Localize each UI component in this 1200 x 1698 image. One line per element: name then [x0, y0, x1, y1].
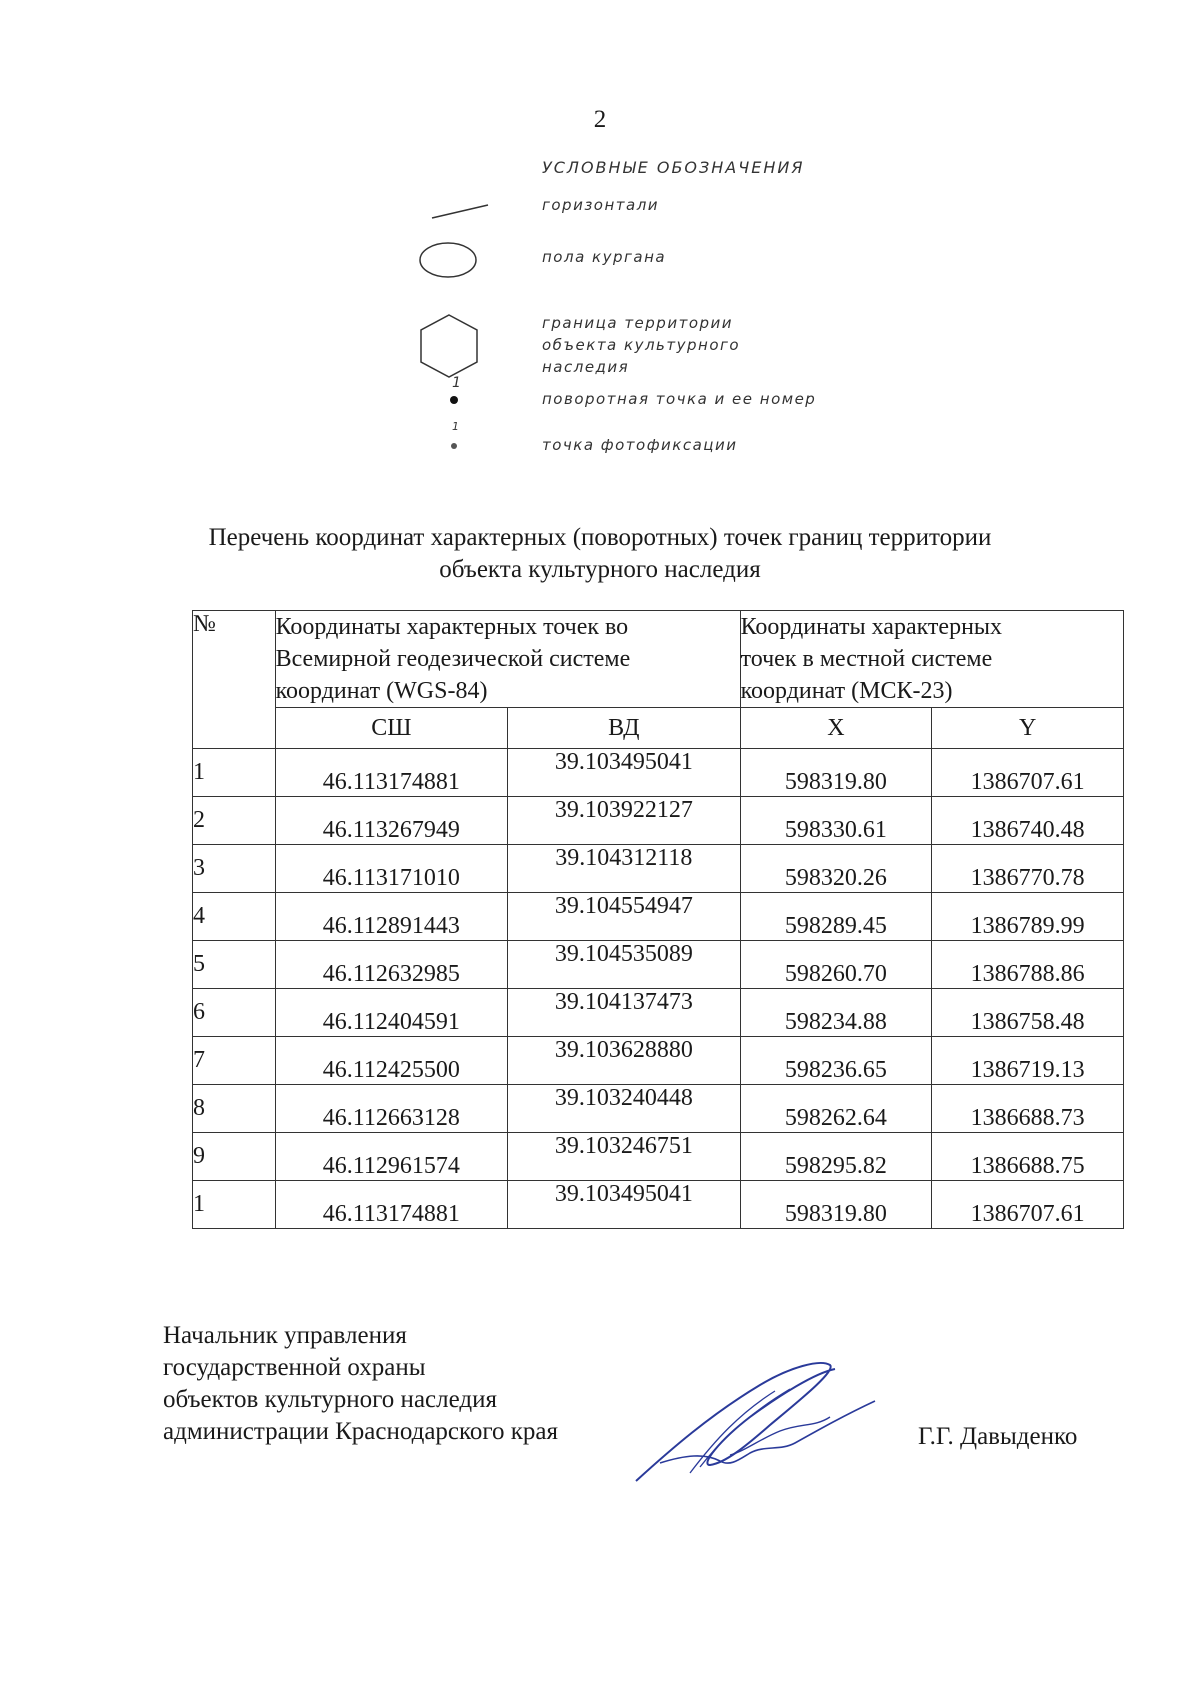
ellipse-icon: [418, 240, 478, 280]
table-header-row: [193, 611, 1124, 708]
turning-point-icon: [447, 393, 461, 407]
cell-x: 598330.61: [740, 797, 932, 845]
legend-label-turning-point: поворотная точка и ее номер: [542, 390, 817, 408]
table-row: [193, 941, 1124, 989]
column-header-y: Y: [932, 708, 1124, 749]
document-title-line: объекта культурного наследия: [439, 556, 761, 583]
photo-point-number: 1: [452, 420, 459, 433]
cell-latitude: 46.112404591: [275, 989, 507, 1037]
cell-number: 7: [193, 1037, 276, 1085]
cell-number: 9: [193, 1133, 276, 1181]
cell-latitude: 46.112632985: [275, 941, 507, 989]
cell-longitude: 39.103495041: [508, 1181, 740, 1229]
cell-number: 4: [193, 893, 276, 941]
cell-number: 6: [193, 989, 276, 1037]
cell-longitude: 39.103246751: [508, 1133, 740, 1181]
cell-number: 1: [193, 749, 276, 797]
column-header-msk23: [740, 611, 1123, 708]
legend-title: УСЛОВНЫЕ ОБОЗНАЧЕНИЯ: [542, 158, 805, 177]
cell-longitude: 39.104137473: [508, 989, 740, 1037]
cell-latitude: 46.112891443: [275, 893, 507, 941]
cell-longitude: 39.104312118: [508, 845, 740, 893]
cell-y: 1386740.48: [932, 797, 1124, 845]
legend-boundary-line: наследия: [542, 358, 630, 376]
document-title: [160, 522, 1040, 586]
cell-x: 598319.80: [740, 1181, 932, 1229]
cell-latitude: 46.112663128: [275, 1085, 507, 1133]
table-row: [193, 893, 1124, 941]
cell-latitude: 46.112961574: [275, 1133, 507, 1181]
page-number: 2: [593, 106, 607, 133]
position-line: Начальник управления: [163, 1322, 407, 1349]
position-line: администрации Краснодарского края: [163, 1418, 559, 1445]
cell-number: 5: [193, 941, 276, 989]
cell-y: 1386719.13: [932, 1037, 1124, 1085]
cell-y: 1386688.73: [932, 1085, 1124, 1133]
cell-y: 1386707.61: [932, 749, 1124, 797]
cell-longitude: 39.103495041: [508, 749, 740, 797]
legend-boundary-line: граница территории: [542, 314, 734, 332]
legend-boundary-line: объекта культурного: [542, 336, 741, 354]
signatory-position: [163, 1320, 558, 1448]
cell-y: 1386688.75: [932, 1133, 1124, 1181]
header-line: Всемирной геодезической системе: [275, 646, 631, 672]
cell-latitude: 46.113174881: [275, 749, 507, 797]
cell-longitude: 39.104535089: [508, 941, 740, 989]
cell-y: 1386758.48: [932, 989, 1124, 1037]
cell-longitude: 39.103240448: [508, 1085, 740, 1133]
cell-x: 598320.26: [740, 845, 932, 893]
column-header-x: X: [740, 708, 932, 749]
cell-number: 2: [193, 797, 276, 845]
column-header-number: №: [193, 611, 276, 749]
column-header-wgs84: [275, 611, 740, 708]
cell-longitude: 39.103628880: [508, 1037, 740, 1085]
cell-x: 598236.65: [740, 1037, 932, 1085]
column-header-longitude: ВД: [508, 708, 740, 749]
cell-x: 598289.45: [740, 893, 932, 941]
cell-number: 8: [193, 1085, 276, 1133]
header-line: Координаты характерных точек во: [275, 614, 629, 640]
table-row: [193, 1085, 1124, 1133]
turning-point-number: 1: [452, 375, 461, 391]
header-line: координат (МСК-23): [740, 678, 953, 704]
position-line: государственной охраны: [163, 1354, 426, 1381]
cell-longitude: 39.104554947: [508, 893, 740, 941]
contour-line-icon: [430, 202, 490, 222]
photo-point-icon: [448, 440, 460, 452]
cell-x: 598319.80: [740, 749, 932, 797]
legend-label-boundary: [542, 312, 740, 378]
coordinates-table: [192, 610, 1124, 1229]
cell-x: 598234.88: [740, 989, 932, 1037]
table-row: [193, 797, 1124, 845]
table-row: [193, 749, 1124, 797]
cell-latitude: 46.113174881: [275, 1181, 507, 1229]
signer-name: Г.Г. Давыденко: [918, 1423, 1078, 1450]
table-row: [193, 989, 1124, 1037]
cell-x: 598262.64: [740, 1085, 932, 1133]
table-row: [193, 1037, 1124, 1085]
table-row: [193, 845, 1124, 893]
hexagon-icon: [416, 313, 482, 379]
cell-y: 1386788.86: [932, 941, 1124, 989]
legend-label-photo-point: точка фотофиксации: [542, 436, 738, 454]
cell-number: 3: [193, 845, 276, 893]
header-line: точек в местной системе: [740, 646, 993, 672]
position-line: объектов культурного наследия: [163, 1386, 497, 1413]
table-row: [193, 1133, 1124, 1181]
cell-number: 1: [193, 1181, 276, 1229]
document-title-line: Перечень координат характерных (поворотных) точек границ территории: [208, 524, 992, 551]
cell-x: 598295.82: [740, 1133, 932, 1181]
table-row: [193, 1181, 1124, 1229]
legend-label-contours: горизонтали: [542, 196, 660, 214]
cell-latitude: 46.113267949: [275, 797, 507, 845]
cell-x: 598260.70: [740, 941, 932, 989]
legend: [430, 150, 850, 490]
cell-longitude: 39.103922127: [508, 797, 740, 845]
column-header-latitude: СШ: [275, 708, 507, 749]
cell-latitude: 46.113171010: [275, 845, 507, 893]
header-line: Координаты характерных: [740, 614, 1003, 640]
header-line: координат (WGS-84): [275, 678, 488, 704]
handwritten-signature: [630, 1355, 890, 1490]
cell-latitude: 46.112425500: [275, 1037, 507, 1085]
cell-y: 1386707.61: [932, 1181, 1124, 1229]
cell-y: 1386770.78: [932, 845, 1124, 893]
cell-y: 1386789.99: [932, 893, 1124, 941]
table-subheader-row: [193, 708, 1124, 749]
legend-label-mound: пола кургана: [542, 248, 667, 266]
